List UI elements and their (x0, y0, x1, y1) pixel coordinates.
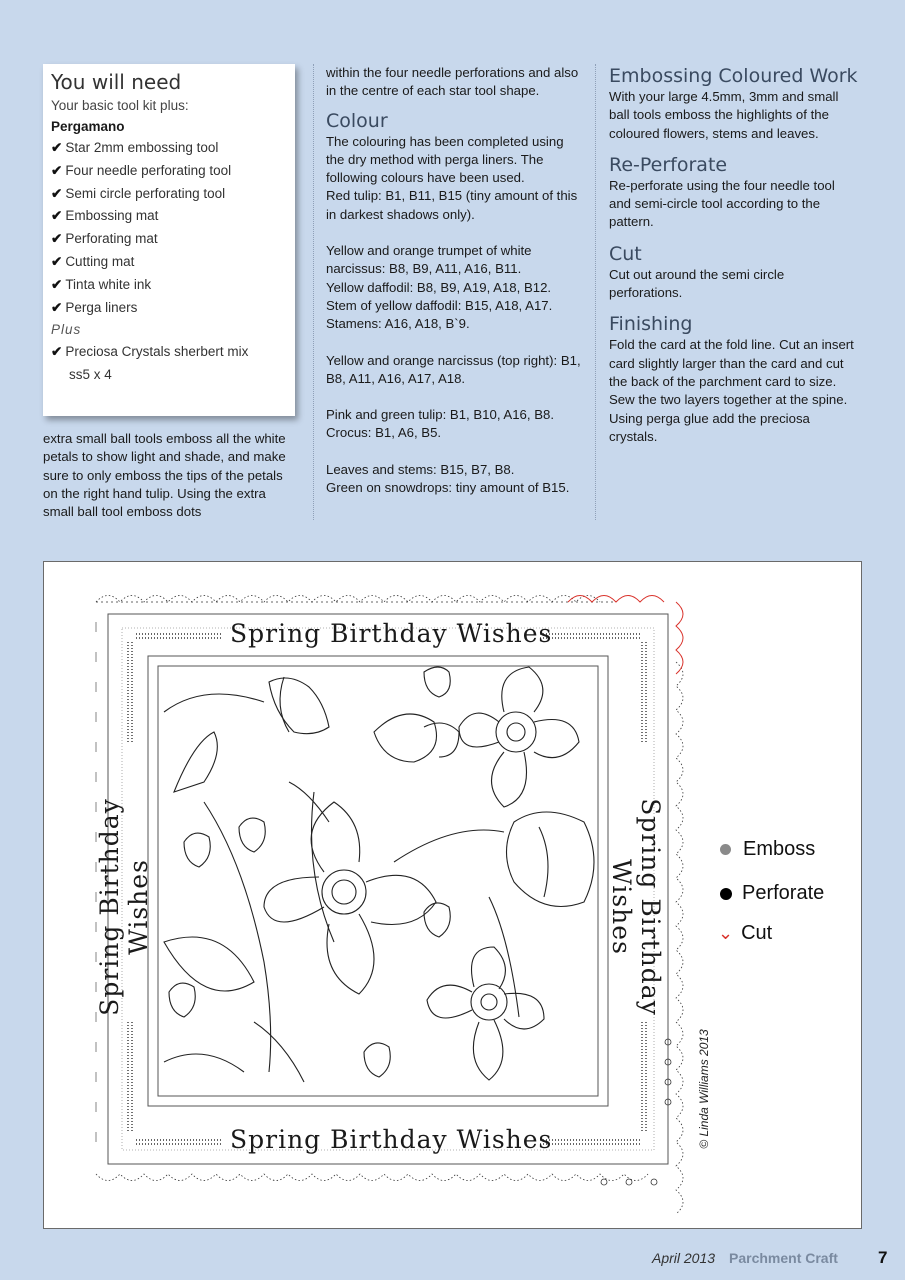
caption-left: Spring Birthday Wishes (95, 798, 153, 1016)
checkmark-icon: ✔ (51, 231, 63, 247)
footer-date: April 2013 (652, 1250, 716, 1266)
tool-list (51, 137, 287, 319)
paragraph: within the four needle perforations and also in the centre of each star tool shape. (326, 65, 579, 99)
list-item: ✔ Cutting mat (51, 253, 135, 269)
footer-magazine: Parchment Craft (729, 1250, 838, 1266)
toolbox-brand: Pergamano (51, 119, 125, 134)
legend-perforate: Perforate (720, 882, 824, 905)
paragraph: Yellow and orange narcissus (top right): B1, B8, A11, A16, A17, A18. (326, 352, 581, 386)
red-chevron-icon: ⌄ (718, 923, 734, 943)
paragraph: Yellow daffodil: B8, B9, A19, A18, B12. (326, 279, 552, 295)
list-item: ✔ Preciosa Crystals sherbert mix (51, 344, 249, 360)
checkmark-icon: ✔ (51, 185, 63, 201)
section-heading: Finishing (609, 313, 693, 336)
checkmark-icon: ✔ (51, 299, 63, 315)
section-heading: Re-Perforate (609, 153, 728, 176)
column-2-text (326, 64, 584, 497)
paragraph: Stem of yellow daffodil: B15, A18, A17. (326, 297, 553, 313)
paragraph: extra small ball tools emboss all the white petals to show light and shade, and make sure to only emboss the tips of the petals on the right hand tulip. Using the extra small ball tool emboss dots (43, 431, 286, 520)
caption-top: Spring Birthday Wishes (230, 619, 553, 648)
checkmark-icon: ✔ (51, 140, 63, 155)
paragraph: Stamens: A16, A18, B`9. (326, 316, 470, 332)
paragraph: Fold the card at the fold line. Cut an insert card slightly larger than the card and cut the back of the parchment card to size. Sew the two layers together at the spine. Using perga glue add the preciosa crystals. (609, 337, 854, 444)
colour-heading: Colour (326, 109, 388, 132)
toolbox-subtitle: Your basic tool kit plus: (51, 98, 189, 113)
paragraph: Leaves and stems: B15, B7, B8. (326, 461, 515, 477)
you-will-need-box (43, 64, 295, 416)
list-item: ✔ Embossing mat (51, 208, 159, 224)
list-item: ✔ Four needle perforating tool (51, 162, 232, 178)
checkmark-icon: ✔ (51, 276, 63, 292)
scallop-top (96, 596, 600, 603)
paragraph: Yellow and orange trumpet of white narcissus: B8, B9, A11, A16, B11. (326, 243, 532, 277)
legend-emboss: Emboss (720, 838, 815, 861)
list-item-continued: ss5 x 4 (69, 367, 112, 383)
checkmark-icon: ✔ (51, 162, 63, 178)
checkmark-icon: ✔ (51, 253, 63, 269)
paragraph: Re-perforate using the four needle tool and semi-circle tool according to the pattern. (609, 177, 835, 230)
column-3-text (609, 64, 859, 446)
plus-label: Plus (51, 322, 82, 338)
paragraph: With your large 4.5mm, 3mm and small ball tools emboss the highlights of the coloured flowers, stems and leaves. (609, 89, 839, 141)
paragraph: Pink and green tulip: B1, B10, A16, B8. (326, 407, 555, 423)
section-heading: Embossing Coloured Work (609, 65, 858, 87)
column-divider (595, 64, 596, 520)
column-1-text (43, 430, 298, 521)
section-heading: Cut (609, 242, 642, 265)
caption-right: Spring Birthday Wishes (607, 798, 665, 1016)
checkmark-icon: ✔ (51, 208, 63, 224)
grey-dot-icon (720, 844, 731, 855)
paragraph: Red tulip: B1, B11, B15 (tiny amount of this in darkest shadows only). (326, 188, 578, 222)
paragraph: The colouring has been completed using the dry method with perga liners. The following colours have been used. (326, 133, 564, 186)
paragraph: Crocus: B1, A6, B5. (326, 425, 442, 441)
column-divider (313, 64, 314, 520)
page-number: 7 (878, 1248, 888, 1267)
copyright: © Linda Williams 2013 (697, 1029, 711, 1149)
paragraph: Green on snowdrops: tiny amount of B15. (326, 480, 570, 496)
paragraph: Cut out around the semi circle perforations. (609, 266, 785, 301)
list-item: ✔ Perga liners (51, 299, 138, 315)
list-item: ✔ Semi circle perforating tool (51, 185, 226, 201)
black-dot-icon (720, 888, 732, 900)
toolbox-title: You will need (51, 70, 182, 94)
list-item: ✔ Perforating mat (51, 231, 158, 247)
list-item: ✔ Tinta white ink (51, 276, 152, 292)
caption-bottom: Spring Birthday Wishes (230, 1125, 553, 1154)
floral-artwork (164, 667, 594, 1082)
pattern-panel (43, 561, 862, 1229)
list-item: ✔ Star 2mm embossing tool (51, 140, 219, 155)
legend-cut: ⌄ Cut (718, 922, 773, 944)
checkmark-icon: ✔ (51, 344, 63, 360)
